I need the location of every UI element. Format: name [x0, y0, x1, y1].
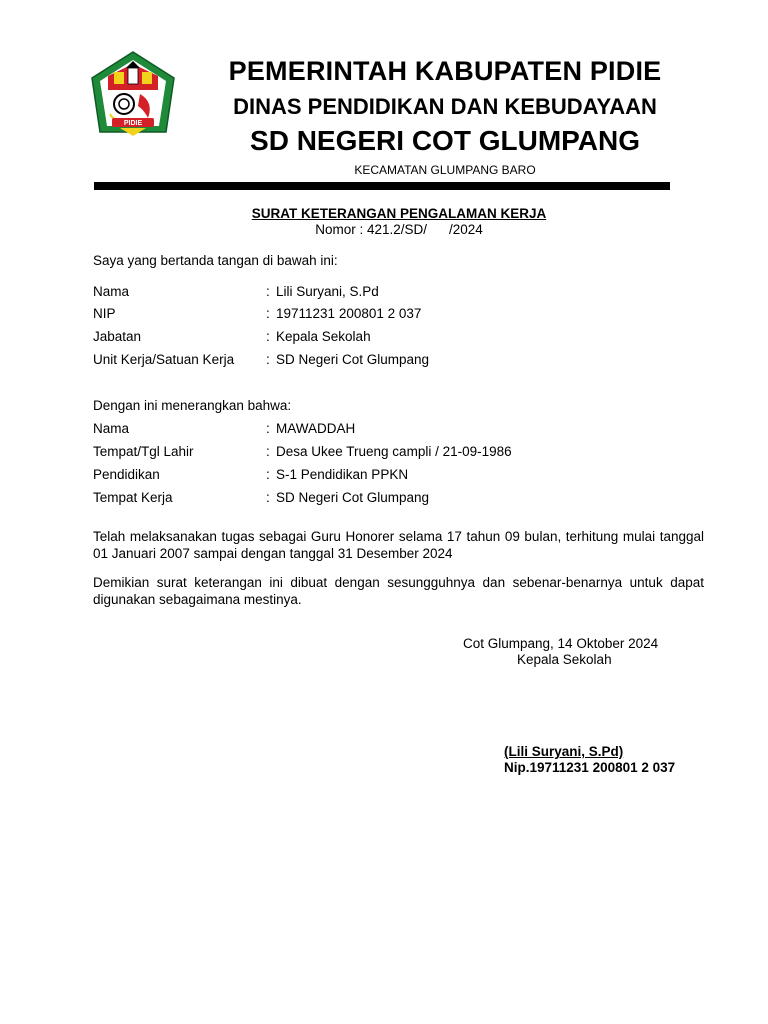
signature-role: Kepala Sekolah: [517, 652, 612, 667]
letterhead-department: DINAS PENDIDIKAN DAN KEBUDAYAAN: [233, 94, 657, 119]
field-colon: :: [266, 467, 270, 482]
pidie-regency-logo: [90, 50, 176, 142]
field-value: SD Negeri Cot Glumpang: [276, 352, 430, 367]
statement-text: Dengan ini menerangkan bahwa:: [93, 398, 292, 413]
document-number-suffix: /2024: [449, 222, 483, 237]
field-colon: :: [266, 421, 270, 436]
logo-text: PIDIE: [123, 120, 143, 127]
field-label: Nama: [93, 284, 130, 299]
field-label: Tempat Kerja: [93, 490, 173, 505]
field-value: Lili Suryani, S.Pd: [276, 284, 379, 299]
field-value: 19711231 200801 2 037: [276, 306, 422, 321]
document-title: SURAT KETERANGAN PENGALAMAN KERJA: [251, 206, 547, 221]
field-colon: :: [266, 284, 270, 299]
letterhead-government: PEMERINTAH KABUPATEN PIDIE: [228, 56, 662, 86]
field-value: S-1 Pendidikan PPKN: [276, 467, 409, 482]
field-label: Unit Kerja/Satuan Kerja: [93, 352, 235, 367]
intro-text: Saya yang bertanda tangan di bawah ini:: [93, 253, 338, 268]
field-value: Desa Ukee Trueng campli / 21-09-1986: [276, 444, 512, 459]
field-label: NIP: [93, 306, 116, 321]
document-number-prefix: Nomor : 421.2/SD/: [315, 222, 427, 237]
letterhead-district: KECAMATAN GLUMPANG BARO: [354, 163, 536, 177]
document-number: [94, 222, 704, 237]
field-value: Kepala Sekolah: [276, 329, 371, 344]
field-colon: :: [266, 329, 270, 344]
closing-paragraph: Demikian surat keterangan ini dibuat dengan sesungguhnya dan sebenar-benarnya untuk dapat digunakan sebagaimana mestinya.: [93, 575, 704, 607]
field-colon: :: [266, 352, 270, 367]
field-colon: :: [266, 444, 270, 459]
field-label: Jabatan: [93, 329, 142, 344]
field-label: Pendidikan: [93, 467, 160, 482]
field-value: MAWADDAH: [276, 421, 356, 436]
field-label: Nama: [93, 421, 130, 436]
service-paragraph: Telah melaksanakan tugas sebagai Guru Honorer selama 17 tahun 09 bulan, terhitung mulai tanggal 01 Januari 2007 sampai dengan tanggal 31 Desember 2024: [93, 529, 704, 561]
letterhead-school: SD NEGERI COT GLUMPANG: [250, 125, 640, 156]
field-colon: :: [266, 306, 270, 321]
letterhead-divider: [94, 182, 670, 190]
field-label: Tempat/Tgl Lahir: [93, 444, 194, 459]
field-value: SD Negeri Cot Glumpang: [276, 490, 430, 505]
signature-place-date: Cot Glumpang, 14 Oktober 2024: [463, 636, 659, 651]
signature-name: (Lili Suryani, S.Pd): [504, 744, 624, 759]
signature-nip: Nip.19711231 200801 2 037: [504, 760, 676, 775]
field-colon: :: [266, 490, 270, 505]
